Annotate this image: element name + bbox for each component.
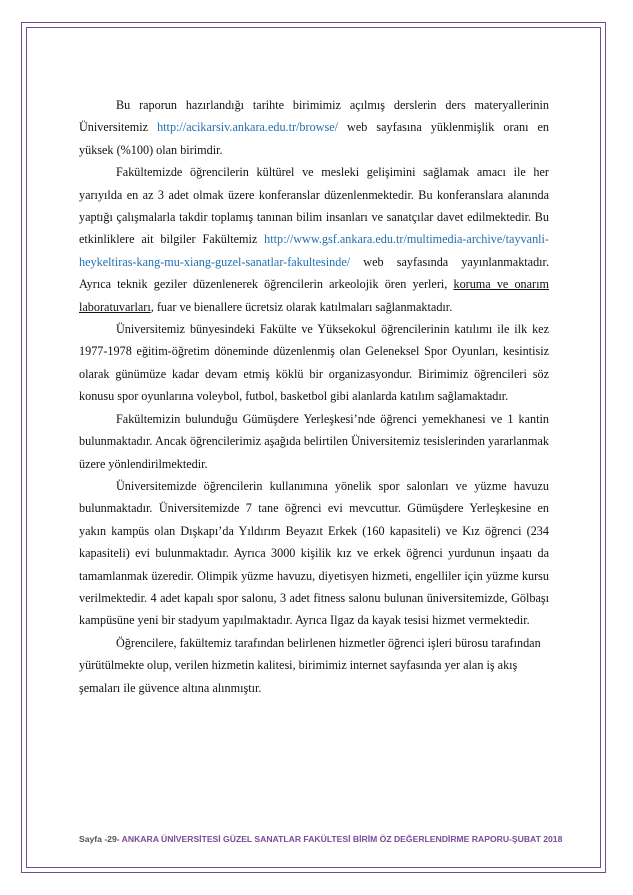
gsf-multimedia-link[interactable]: http://www.gsf.ankara.edu.tr/multimedia-archive/tayvanli-heykeltiras-kang-mu-xiang-guzel-sanatlar-fakultesinde/: [79, 232, 549, 269]
report-title: ANKARA ÜNİVERSİTESİ GÜZEL SANATLAR FAKÜLTESİ BİRİM ÖZ DEĞERLENDİRME RAPORU-ŞUBAT 2018: [119, 834, 563, 844]
document-body: [79, 94, 549, 699]
underlined-phrase: koruma ve onarım laboratuvarları: [79, 277, 549, 314]
paragraph-student-services: Öğrencilere, fakültemiz tarafından belirlenen hizmetler öğrenci işleri bürosu tarafından yürütülmekte olup, verilen hizmetin kalitesi, birimimiz internet sayfasında yer alan iş akış şemaları ile güvence altına alınmıştır.: [79, 635, 541, 695]
page-footer: [79, 834, 562, 844]
paragraph-facilities: Üniversitemizde öğrencilerin kullanımına yönelik spor salonları ve yüzme havuzu bulunmaktadır. Üniversitemizde 7 tane öğrenci evi mevcuttur. Gümüşdere Yerleşkesine en yakın kampüs olan Dışkapı’da Yıldırım Beyazıt Erkek (160 kapasiteli) ve Kız öğrenci (234 kapasiteli) evi bulunmaktadır. Ayrıca 3000 kişilik kız ve erkek öğrenci yurdunun inşaatı da tamamlanmak üzeredir. Olimpik yüzme havuzu, diyetisyen hizmeti, engelliler için yüzme kursu verilmektedir. 4 adet kapalı spor salonu, 3 adet fitness salonu bulunan üniversitemizde, Gölbaşı kampüsüne yeni bir stadyum yapılmaktadır. Ayrıca Ilgaz da kayak tesisi hizmet vermektedir.: [79, 478, 549, 628]
paragraph-sports-games: Üniversitemiz bünyesindeki Fakülte ve Yüksekokul öğrencilerinin katılımı ile ilk kez 1977-1978 eğitim-öğretim döneminde düzenlenmiş olan Geleneksel Spor Oyunları, kesintisiz olarak günümüze kadar devam etmiş köklü bir organizasyondur. Birimimiz öğrencileri söz konusu spor oyunlarına voleybol, futbol, basketbol gibi alanlarda katılım sağlamaktadır.: [79, 322, 549, 404]
paragraph-cafeteria: Fakültemizin bulunduğu Gümüşdere Yerleşkesi’nde öğrenci yemekhanesi ve 1 kantin bulunmaktadır. Ancak öğrencilerimiz aşağıda belirtilen Üniversitemiz tesislerinden yararlanmak üzere yönlendirilmektedir.: [79, 411, 549, 471]
page-number: Sayfa -29-: [79, 834, 120, 844]
paragraph-conferences: Fakültemizde öğrencilerin kültürel ve mesleki gelişimini sağlamak amacı ile her yarıyılda en az 3 adet olmak üzere konferanslar düzenlenmektedir. Bu konferanslara alanında yaptığı çalışmalarla takdir toplamış tanınan bilim insanları ve sanatçılar davet edilmektedir. Bu etkinliklere ait bilgiler Fakültemiz http://www.gsf.ankara.edu.tr/multimedia-archive/tayvanli-heykeltiras-kang-mu-xiang-guzel-sanatlar-fakultesinde/ web sayfasında yayınlanmaktadır. Ayrıca teknik geziler düzenlenerek öğrencilerin arkeolojik ören yerleri, koruma ve onarım laboratuvarları, fuar ve bienallere ücretsiz olarak katılmaları sağlanmaktadır.: [79, 165, 549, 314]
paragraph-course-materials: Bu raporun hazırlandığı tarihte birimimiz açılmış derslerin ders materyallerinin Üniversitemiz http://acikarsiv.ankara.edu.tr/browse/ web sayfasına yüklenmişlik oranı en yüksek (%100) olan birimdir.: [79, 98, 550, 157]
acikarsiv-link[interactable]: http://acikarsiv.ankara.edu.tr/browse/: [157, 120, 339, 135]
